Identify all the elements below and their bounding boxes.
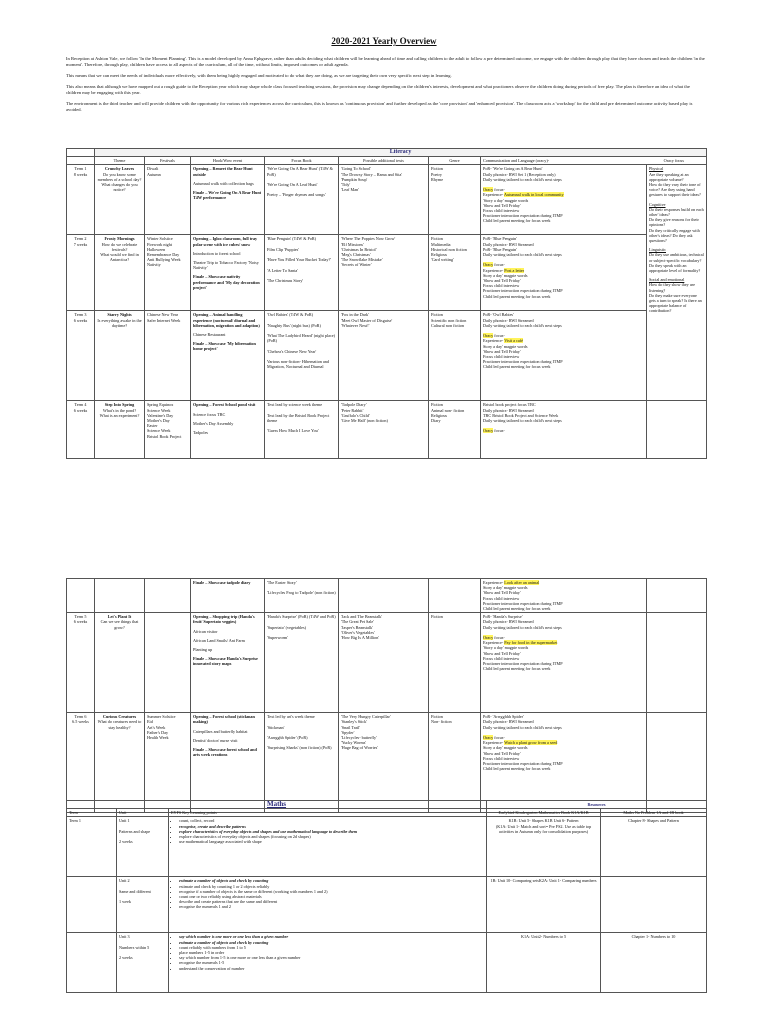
- learning-point: • place numbers 1-5 in order: [179, 950, 484, 955]
- hook-item: Finale – We're Going On A Bear Hunt T4W performance: [193, 190, 262, 201]
- col-header: Focus Book: [265, 157, 339, 165]
- term-cell: Term 6 6.5 weeks: [67, 713, 95, 813]
- table-row: [67, 401, 707, 459]
- communication-item: Daily writing tailored to each child's next steps: [483, 322, 562, 328]
- additional-texts-cell: 'Jack and The Beanstalk' 'The Great Pet Sale' 'Jasper's Beanstalk' 'Oliver's Vegetables' 'How Big Is A Million': [339, 613, 429, 713]
- table-row: [67, 579, 707, 613]
- col-header: Unit: [117, 809, 169, 817]
- earlybird-cell: K1A: Unit2- Numbers to 5: [487, 933, 601, 993]
- communication-item: TBC Bristol Book Project and Science Week: [483, 412, 559, 418]
- term-cell: Term 5 6 weeks: [67, 613, 95, 713]
- hook-item: Finale – Showcase nativity performance and 'My day decoration project': [193, 274, 260, 290]
- oracy-criteria-item: Do they speak with an appropriate level of formality?: [649, 262, 701, 274]
- hook-item: Opening – Forest School pond visit: [193, 402, 256, 408]
- learning-point: • say which number from 1-5 is one more or one less than a given number: [179, 955, 484, 960]
- genre-cell: Fiction Scientific non fiction Cultural non fiction: [429, 311, 481, 401]
- communication-item: Experience- Watch a plant grow from a seed: [483, 740, 558, 746]
- term-cell: Term 1 8 weeks: [67, 165, 95, 235]
- theme-cell: [95, 579, 145, 613]
- hook-item: Finale – Showcase forest school and arts week creations: [193, 747, 257, 758]
- communication-item: Oracy focus-: [483, 262, 505, 268]
- empty-cell: [647, 713, 707, 813]
- hook-item: Finale – Showcase 'My hibernation home project': [193, 341, 256, 352]
- focus-book-cell: Text led by art's week theme 'Stickman' 'Aarrgghh Spider' (PoR) 'Surprising Sharks' (non fiction) (PoR): [265, 713, 339, 813]
- communication-cell: [481, 579, 647, 613]
- communication-item: Practioner interaction expectation during ITMP: [483, 600, 563, 606]
- table-row: [67, 165, 707, 235]
- communication-item: 'Show and Tell Friday': [483, 278, 521, 284]
- communication-item: Practioner interaction expectation during ITMP: [483, 213, 563, 219]
- hook-item: Chinese Restaurant: [193, 332, 226, 338]
- communication-item: Child led parent meeting for focus week: [483, 666, 551, 672]
- mnp-cell: [601, 877, 707, 933]
- genre-cell: Fiction Animal non- fiction Religious Diary: [429, 401, 481, 459]
- oracy-focus-label: Oracy: [483, 635, 494, 641]
- communication-item: Experience- Visit a café: [483, 338, 524, 344]
- oracy-focus-label: Oracy: [483, 428, 494, 434]
- hook-item: Finale – Showcase Handa's Surprise innovated story maps: [193, 656, 258, 667]
- communication-cell: [481, 311, 647, 401]
- communication-item: PoR- 'Handa's Surprise': [483, 614, 523, 620]
- additional-texts-cell: 'Where The Poppies Now Grow' 'Elf Missions' 'Christmas In Bristol' 'Meg's Christmas' 'The Snowflake Mistake' 'Secrets of Winter': [339, 235, 429, 311]
- col-header: EYFS Key Learning points: [169, 809, 487, 817]
- literacy-heading: Literacy: [95, 149, 707, 157]
- hook-item: Planting up: [193, 647, 213, 653]
- focus-book-cell: 'The Easter Story' 'Lifecycles Frog to Tadpole' (non fiction): [265, 579, 339, 613]
- theme-question: How do we celebrate festivals? What would we find in Antarctica?: [100, 241, 139, 263]
- festivals-cell: Diwali Autumn: [145, 165, 191, 235]
- col-header: Genre: [429, 157, 481, 165]
- hook-item: Caterpillars and butterfly habitat: [193, 728, 248, 734]
- communication-item: Oracy focus-: [483, 635, 505, 641]
- communication-item: Daily phonics- RWI Streamed: [483, 407, 534, 413]
- highlighted-text: Visit a café: [504, 338, 524, 344]
- page-title: 2020-2021 Yearly Overview: [331, 36, 437, 46]
- table-row: [67, 877, 707, 933]
- communication-item: 'Show and Tell Friday': [483, 750, 521, 756]
- theme-question: What do creatures need to stay healthy?: [97, 719, 142, 730]
- learning-points-cell: [169, 933, 487, 993]
- learning-point: • recognise the numerals 1 and 2: [179, 904, 484, 909]
- genre-cell: Fiction Multimedia Historical non fiction Religious 'Card writing': [429, 235, 481, 311]
- communication-item: PoR- 'Owl Babies': [483, 312, 514, 318]
- festivals-cell: Chinese New Year Safer Internet Week: [145, 311, 191, 401]
- learning-point: • estimate a number of objects and check by counting: [179, 940, 484, 945]
- learning-point: • recognise the numerals 1-5: [179, 960, 484, 965]
- additional-texts-cell: 'Going To School' 'The Drowsy Story – Rama and Sita' 'Pumpkin Soup' 'Tidy' 'Leaf Man': [339, 165, 429, 235]
- festivals-cell: Spring Equinox Science Week Valentine's Day Mother's Day Easter Science Week Bristol Book Project: [145, 401, 191, 459]
- additional-texts-cell: 'Tadpole Diary' 'Peter Rabbit' 'Gruffalo's Child' 'Give Me Half' (non fiction): [339, 401, 429, 459]
- hook-cell: [191, 401, 265, 459]
- communication-item: Daily phonics- RWI Streamed: [483, 317, 534, 323]
- theme-question: Is everything awake in the daytime?: [97, 317, 142, 328]
- table-row: [67, 817, 707, 877]
- learning-point: • recognise if a number of objects is the same or different (working with numbers 1 and 2): [179, 889, 484, 894]
- communication-item: Oracy focus-: [483, 735, 505, 741]
- hook-item: African visitor: [193, 628, 218, 634]
- communication-cell: [481, 613, 647, 713]
- comm-header: Communication and Language (oracy)-: [483, 158, 550, 164]
- maths-table: [66, 800, 707, 993]
- earlybird-cell: 1B: Unit 10- Comparing setsK2A: Unit 1- Comparing numbers: [487, 877, 601, 933]
- theme-question: What's in the pond? What is an experiment?: [99, 407, 140, 418]
- learning-point: • count, collect, record: [179, 818, 484, 823]
- theme-cell: [95, 401, 145, 459]
- communication-item: Focus child interview: [483, 655, 520, 661]
- maths-heading: Maths: [67, 801, 487, 809]
- col-header: Maths No Problem 1A and 1B book: [601, 809, 707, 817]
- learning-point: • estimate and check by counting 1 or 2 objects reliably: [179, 884, 484, 889]
- communication-item: Experience- Pay for food in the supermarket: [483, 640, 558, 646]
- communication-item: Child led parent meeting for focus week: [483, 293, 551, 299]
- communication-item: Focus child interview: [483, 354, 520, 360]
- communication-item: Experience- Post a letter: [483, 267, 525, 273]
- empty-cell: [647, 613, 707, 713]
- communication-item: Daily phonics- RWI Set 1 (Reception only): [483, 171, 556, 177]
- learning-point: • recognise, create and describe patterns: [179, 824, 484, 829]
- genre-cell: Fiction Non- fiction: [429, 713, 481, 813]
- earlybird-cell: K1B: Unit 5- Shapes K1B Unit 6- Pattern (K1A: Unit 1- Match and sort= Pre FS2. Use as table top activities in Autumn only for consolidation purposes): [487, 817, 601, 877]
- table-row: [67, 713, 707, 813]
- col-header: Earlybird Kindergarten Mathematics Book K1A/K1B: [487, 809, 601, 817]
- learning-point: • say which number is one more or one less than a given number: [179, 934, 484, 939]
- oracy-criteria-item: Do they make sure everyone gets a turn to speak? Is there an appropriate balance of contribution?: [649, 292, 702, 314]
- literacy-table-continued: [66, 578, 707, 813]
- oracy-criteria-cell: [647, 165, 707, 401]
- theme-question: Can we see things that grow?: [100, 619, 139, 630]
- focus-book-cell: 'Owl Babies' (T4W & PoR) 'Naughty Bus' (night bus) (PoR) 'What The Ladybird Heard' (night place) (PoR) 'Chelsea's Chinese New Year' Various non-fiction- Hibernation and Migration, Nocturnal and Diurnal: [265, 311, 339, 401]
- communication-item: 'Show and Tell Friday': [483, 590, 521, 596]
- festivals-cell: Summer Solstice Eid Art's Week Father's Day Health Week: [145, 713, 191, 813]
- additional-texts-cell: 'Fox in the Dark' 'Meet Owl Master of Disguise' 'Whatever Next!': [339, 311, 429, 401]
- oracy-focus-label: Oracy: [483, 262, 494, 268]
- highlighted-text: Autumnal walk in local community: [504, 192, 564, 198]
- oracy-focus-header: Oracy focus: [663, 158, 685, 164]
- hook-item: Opening – Shopping trip (Handa's fruit/ Supertato veggies): [193, 614, 255, 625]
- theme-title: Frosty Mornings: [104, 236, 135, 242]
- communication-item: Focus child interview: [483, 283, 520, 289]
- oracy-criteria-item: Do they use ambitious, technical or subject-specific vocabulary?: [649, 252, 704, 263]
- communication-item: Focus child interview: [483, 595, 520, 601]
- genre-cell: Fiction Poetry Rhyme: [429, 165, 481, 235]
- communication-item: Bristol book project focus TBC: [483, 402, 536, 408]
- literacy-table: [66, 148, 707, 459]
- genre-cell: [429, 579, 481, 613]
- communication-item: 'Show and Tell Friday': [483, 348, 521, 354]
- oracy-criteria-item: Are they speaking at an appropriate volume?: [649, 171, 689, 182]
- col-header: Term: [67, 809, 117, 817]
- festivals-cell: [145, 613, 191, 713]
- theme-cell: [95, 235, 145, 311]
- literacy-header-row: [67, 157, 707, 165]
- table-row: [67, 311, 707, 401]
- theme-title: Starry Nights: [107, 312, 132, 318]
- communication-item: PoR- 'We're Going on A Bear Hunt': [483, 166, 543, 172]
- intro-paragraph: This also means that although we have mapped out a rough guide to the Reception year which may shape whole class focused teaching sessions, the provision may change depending on the children's interests, development and what practioners observe the children doing during periods of free play. The plan is therefore an idea of what the children may be engaging with this year.: [66, 84, 690, 95]
- hook-item: Opening – Forest school (stickman making): [193, 714, 255, 725]
- communication-item: Daily writing tailored to each child's next steps: [483, 418, 562, 424]
- hook-cell: [191, 579, 265, 613]
- hook-cell: [191, 713, 265, 813]
- communication-item: Practioner interaction expectation during ITMP: [483, 359, 563, 365]
- oracy-criteria-item: Linguistic: [649, 247, 666, 253]
- learning-point: • describe and create patterns that are the same and different: [179, 899, 484, 904]
- intro-paragraph: In Reception at Ashton Vale, we follow 'In the Moment Planning'. This is a model developed by Anna Ephgrave, rather than adults deciding what children will be learning ahead of time and calling children to the adult to follow a pre determined outcome, we engage with the children through play that they have chosen and teach the children 'in the moment'. Therefore, through play, children have access to all aspects of the curriculum, all of the time, without limits, imposed outcomes or adult agenda.: [66, 56, 705, 67]
- term-cell: Term 2 7 weeks: [67, 235, 95, 311]
- hook-cell: [191, 235, 265, 311]
- additional-texts-cell: [339, 579, 429, 613]
- communication-item: Daily writing tailored to each child's next steps: [483, 624, 562, 630]
- learning-point: • explore characteristics of everyday objects and shapes (focusing on 2d shapes): [179, 834, 484, 839]
- intro-paragraph: This means that we can meet the needs of individuals more effectively, with them being highly engaged and motivated to do what they are doing, as we are targeting their own very specific next step in learning.: [66, 73, 452, 78]
- hook-item: Opening – Igloo classroom, full tray polar scene with ice cubes/ snow: [193, 236, 258, 247]
- communication-item: Story a day' magpie words: [483, 585, 528, 591]
- term-cell: [67, 877, 117, 933]
- theme-title: Let's Plant It: [107, 614, 132, 620]
- hook-item: Science focus TBC: [193, 411, 226, 417]
- communication-item: Child led parent meeting for focus week: [483, 364, 551, 370]
- theme-title: Step Into Spring: [104, 402, 135, 408]
- focus-book-cell: Text lead by science week theme Text lead by the Bristol Book Project theme 'Guess How Much I Love You': [265, 401, 339, 459]
- intro-text: [66, 56, 706, 118]
- communication-cell: [481, 713, 647, 813]
- hook-item: Finale – Showcase tadpole diary: [193, 580, 251, 585]
- highlighted-text: Post a letter: [504, 267, 525, 273]
- highlighted-text: Look after an animal: [504, 580, 540, 585]
- hook-item: Theatre Trip to Tobacco Factory 'Noisy Nativity': [193, 260, 259, 271]
- empty-cell: [647, 401, 707, 459]
- learning-point: • estimate a number of objects and check by counting: [179, 878, 484, 883]
- hook-cell: [191, 165, 265, 235]
- oracy-criteria-item: How do they show they are listening?: [649, 282, 695, 293]
- col-header: Theme: [95, 157, 145, 165]
- communication-item: 'Show and Tell Friday': [483, 650, 521, 656]
- oracy-focus-label: Oracy: [483, 333, 494, 339]
- communication-item: Child led parent meeting for focus week: [483, 766, 551, 772]
- theme-title: Curious Creatures: [102, 714, 137, 720]
- learning-point: • explore characteristics of everyday objects and shapes and use mathematical language to describe them: [179, 829, 484, 834]
- hook-item: Introduction to forest school: [193, 250, 241, 256]
- communication-item: 'Show and Tell Friday': [483, 202, 521, 208]
- theme-question: Do you know some members of a school day? What changes do you notice?: [97, 171, 142, 193]
- learning-point: • understand the conservation of number: [179, 966, 484, 971]
- theme-title: Crunchy Leaves: [104, 166, 135, 172]
- communication-item: 'Story a day' magpie words: [483, 197, 529, 203]
- communication-cell: [481, 401, 647, 459]
- highlighted-text: Watch a plant grow from a seed: [504, 740, 558, 746]
- hook-item: Tadpoles: [193, 430, 209, 436]
- table-row: [67, 613, 707, 713]
- intro-paragraph: The environment is the third teacher and will provide children with the opportunity for various rich experiences across the curriculum, this is known as 'continuous provision' and further developed as the 'core provision' and 'enhanced provision'. The classroom acts a 'workshop' for the child and pre determined outcome activity based play is avoided.: [66, 101, 693, 112]
- additional-texts-cell: 'The Very Hungry Caterpillar' 'Stanley's Stick' 'Snail Trail' 'Spyder' 'Lifecycles- butterfly' 'Yucky Worms' 'Huge Bag of Worries': [339, 713, 429, 813]
- col-header: Festivals: [145, 157, 191, 165]
- oracy-criteria-item: Do they critically engage with other's ideas? Do they ask questions?: [649, 227, 700, 244]
- empty-cell: [647, 579, 707, 613]
- communication-item: Practioner interaction expectation during ITMP: [483, 661, 563, 667]
- communication-item: Practioner interaction expectation during ITMP: [483, 288, 563, 294]
- hook-item: Opening – Animal handling experience (nocturnal/ diurnal and hibernation, migration and adaption): [193, 312, 260, 328]
- learning-point: • count one or two reliably using abstract materials: [179, 894, 484, 899]
- unit-cell: Unit 2 Same and different 1 week: [117, 877, 169, 933]
- communication-cell: [481, 165, 647, 235]
- focus-book-cell: 'Blue Penguin' (T4W & PoR) Film Clip 'Puppies' 'Have You Filled Your Bucket Today?' 'A Letter To Santa' 'The Christmas Story': [265, 235, 339, 311]
- communication-item: Focus child interview: [483, 755, 520, 761]
- communication-item: PoR- 'Blue Penguin': [483, 236, 517, 242]
- oracy-focus-label: Oracy: [483, 187, 494, 193]
- term-cell: Term 4 6 weeks: [67, 401, 95, 459]
- col-header: Hook/Wow event: [191, 157, 265, 165]
- col-header: [481, 157, 707, 165]
- communication-item: Daily phonics- RWI Streamed: [483, 619, 534, 625]
- communication-item: 'Story a day' magpie words: [483, 645, 529, 651]
- genre-cell: Fiction: [429, 613, 481, 713]
- hook-cell: [191, 613, 265, 713]
- unit-cell: Unit 3 Numbers within 5 2 weeks: [117, 933, 169, 993]
- term-cell: Term 3 6 weeks: [67, 311, 95, 401]
- oracy-criteria-item: Cognitive: [649, 201, 666, 207]
- theme-cell: [95, 613, 145, 713]
- communication-item: Story a day' magpie words: [483, 745, 528, 751]
- communication-item: Story a day' magpie words: [483, 343, 528, 349]
- hook-cell: [191, 311, 265, 401]
- col-header: Possible additional texts: [339, 157, 429, 165]
- communication-item: Experience- Autumnal walk in local community: [483, 192, 564, 198]
- unit-cell: Unit 1 Patterns and shape 2 weeks: [117, 817, 169, 877]
- communication-item: Focus child interview: [483, 208, 520, 214]
- communication-item: Child led parent meeting for focus week: [483, 606, 551, 612]
- communication-item: Daily writing tailored to each child's next steps: [483, 252, 562, 258]
- oracy-criteria-item: Social and emotional: [649, 277, 685, 283]
- theme-cell: [95, 713, 145, 813]
- term-cell: [67, 933, 117, 993]
- resources-heading: Resources: [487, 801, 707, 809]
- term-cell: [67, 579, 95, 613]
- table-row: [67, 235, 707, 311]
- learning-points-cell: [169, 817, 487, 877]
- communication-item: Oracy focus-: [483, 428, 505, 434]
- communication-item: Child led parent meeting for focus week: [483, 218, 551, 224]
- festivals-cell: [145, 579, 191, 613]
- learning-points-cell: [169, 877, 487, 933]
- focus-book-cell: 'We're Going On A Bear Hunt' (T4W & PoR) 'We're Going On A Leaf Hunt' Poetry – 'Finger rhymes and songs': [265, 165, 339, 235]
- term-cell: Term 1: [67, 817, 117, 877]
- oracy-criteria-item: Physical: [649, 166, 664, 172]
- communication-item: Practioner interaction expectation during ITMP: [483, 761, 563, 767]
- oracy-focus-label: Oracy: [483, 735, 494, 741]
- oracy-criteria-item: How do they vary their tone of voice? Are they using hand gestures to support their ideas?: [649, 182, 701, 198]
- highlighted-text: Pay for food in the supermarket: [504, 640, 558, 646]
- hook-item: Mother's Day Assembly: [193, 420, 234, 426]
- oracy-criteria-item: Do they give reasons for their opinions?: [649, 217, 699, 228]
- mnp-cell: Chapter 1- Numbers to 10: [601, 933, 707, 993]
- communication-item: Daily writing tailored to each child's next steps: [483, 176, 562, 182]
- maths-header-row: [67, 809, 707, 817]
- communication-item: Daily writing tailored to each child's next steps: [483, 724, 562, 730]
- hook-item: Dentist/ doctor/ nurse visit: [193, 737, 238, 743]
- communication-item: Oracy focus-: [483, 187, 505, 193]
- communication-item: PoR- 'Arrrgghhh Spider': [483, 714, 524, 720]
- table-row: [67, 933, 707, 993]
- hook-item: African Land Snails/ Ant Farm: [193, 637, 245, 643]
- learning-point: • use mathematical language associated with shape: [179, 839, 484, 844]
- learning-point: • count reliably with numbers from 1 to 5: [179, 945, 484, 950]
- hook-item: Autumnal walk with collection bags: [193, 180, 254, 186]
- communication-item: Experience- Look after an animal: [483, 580, 540, 585]
- festivals-cell: Winter Solstice Firework night Halloween Remembrance Day Anti Bullying Week Nativity: [145, 235, 191, 311]
- hook-item: Opening – Remeet the Bear Hunt outside: [193, 166, 253, 177]
- theme-cell: [95, 165, 145, 235]
- focus-book-cell: 'Handa's Surprise' (PoR) (T4W and PoR) 'Supertato' (vegetables) 'Superworm': [265, 613, 339, 713]
- oracy-criteria-item: Do their responses build on each other' ideas?: [649, 206, 704, 218]
- communication-item: Daily phonics- RWI Streamed: [483, 241, 534, 247]
- theme-cell: [95, 311, 145, 401]
- communication-item: PoR- 'Blue Penguin': [483, 246, 517, 252]
- communication-item: Oracy focus-: [483, 333, 505, 339]
- mnp-cell: Chapter 8- Shapes and Pattern: [601, 817, 707, 877]
- communication-item: Daily phonics- RWI Streamed: [483, 719, 534, 725]
- communication-cell: [481, 235, 647, 311]
- communication-item: Story a day' magpie words: [483, 272, 528, 278]
